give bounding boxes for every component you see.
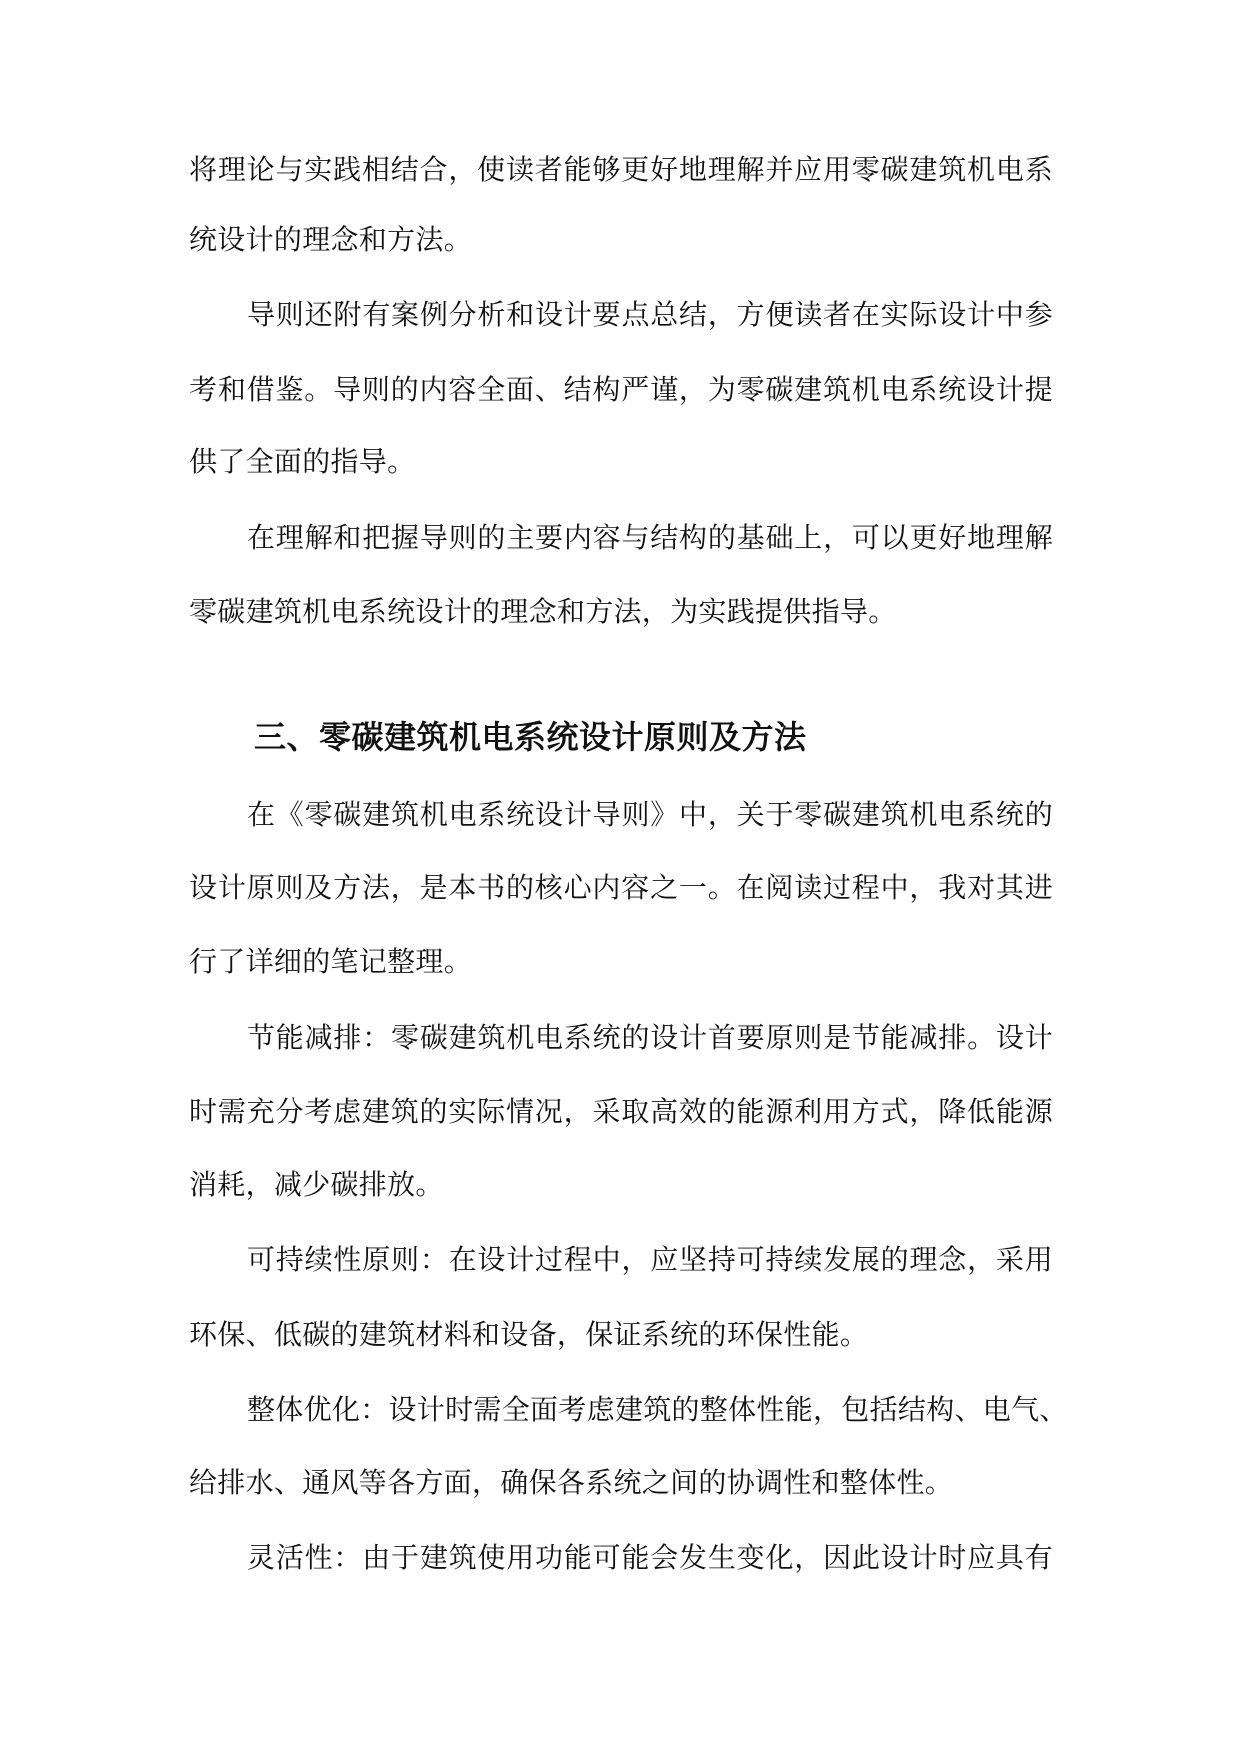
paragraph-line: 零碳建筑机电系统设计的理念和方法，为实践提供指导。 xyxy=(189,595,897,628)
paragraph-line: 可持续性原则：在设计过程中，应坚持可持续发展的理念，采用 xyxy=(247,1243,1053,1276)
paragraph-line: 整体优化：设计时需全面考虑建筑的整体性能，包括结构、电气、 xyxy=(247,1393,1068,1426)
paragraph-line: 环保、低碳的建筑材料和设备，保证系统的环保性能。 xyxy=(189,1318,869,1351)
paragraph-line: 考和借鉴。导则的内容全面、结构严谨，为零碳建筑机电系统设计提 xyxy=(189,373,1053,406)
paragraph-line: 在理解和把握导则的主要内容与结构的基础上，可以更好地理解 xyxy=(247,521,1053,554)
paragraph-line: 时需充分考虑建筑的实际情况，采取高效的能源利用方式，降低能源 xyxy=(189,1095,1053,1128)
paragraph-line: 节能减排：零碳建筑机电系统的设计首要原则是节能减排。设计 xyxy=(247,1021,1053,1054)
paragraph-line: 统设计的理念和方法。 xyxy=(189,223,473,256)
paragraph-line: 灵活性：由于建筑使用功能可能会发生变化，因此设计时应具有 xyxy=(247,1541,1053,1574)
paragraph-line: 给排水、通风等各方面，确保各系统之间的协调性和整体性。 xyxy=(189,1466,954,1499)
paragraph-line: 导则还附有案例分析和设计要点总结，方便读者在实际设计中参 xyxy=(247,298,1053,331)
paragraph-line: 设计原则及方法，是本书的核心内容之一。在阅读过程中，我对其进 xyxy=(189,871,1053,904)
paragraph-line: 在《零碳建筑机电系统设计导则》中，关于零碳建筑机电系统的 xyxy=(247,798,1053,831)
paragraph-line: 消耗，减少碳排放。 xyxy=(189,1168,444,1201)
section-heading: 三、零碳建筑机电系统设计原则及方法 xyxy=(254,718,807,756)
paragraph-line: 将理论与实践相结合，使读者能够更好地理解并应用零碳建筑机电系 xyxy=(189,153,1053,186)
paragraph-line: 供了全面的指导。 xyxy=(189,445,416,478)
paragraph-line: 行了详细的笔记整理。 xyxy=(189,945,473,978)
